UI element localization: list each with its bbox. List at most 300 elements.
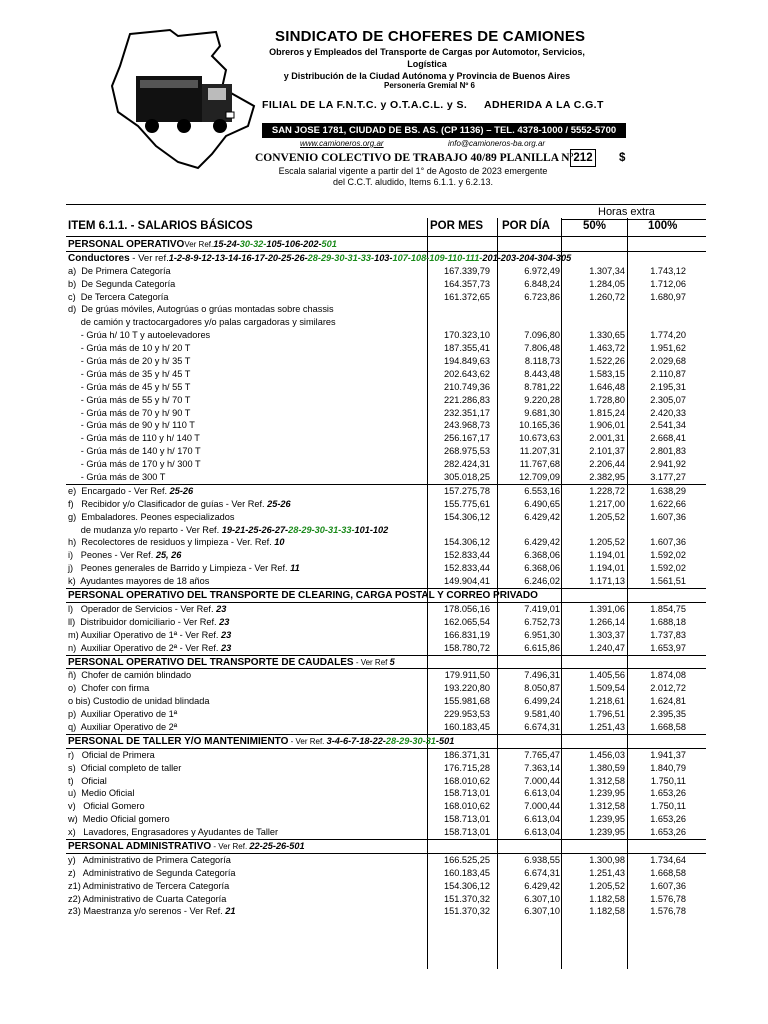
section-title: Conductores — [68, 252, 130, 264]
table-row — [66, 826, 706, 840]
table-row — [66, 265, 706, 278]
subtitle-line-2: y Distribución de la Ciudad Autónoma y Provincia de Buenos Aires — [283, 71, 571, 81]
reference-numbers: 19-21-25-26-27- — [221, 524, 289, 535]
value-50: 1.728,80 — [589, 394, 625, 405]
row-text: - Grúa más de 110 y h/ 140 T — [68, 433, 200, 444]
value-100: 2.012,72 — [650, 683, 686, 694]
row-description — [68, 562, 300, 575]
value-por-mes: 256.167,17 — [444, 433, 490, 444]
union-subtitle — [262, 46, 592, 82]
value-por-dia: 7.806,48 — [524, 343, 560, 354]
row-text: o bis) Custodio de unidad blindada — [68, 696, 210, 707]
table-row — [66, 498, 706, 511]
reference-numbers: 3-4-6-7-18-22- — [326, 735, 386, 746]
value-100: 2.420,33 — [650, 407, 686, 418]
value-100: 1.680,97 — [650, 291, 686, 302]
horas-extra-header: Horas extra — [598, 206, 655, 218]
value-por-mes: 305.018,25 — [444, 472, 490, 483]
row-description — [68, 826, 278, 839]
row-description — [68, 669, 191, 682]
row-text: - Grúa más de 70 y h/ 90 T — [68, 407, 191, 418]
row-description — [68, 394, 190, 407]
row-description — [68, 549, 181, 562]
table-row — [66, 682, 706, 695]
table-row — [66, 800, 706, 813]
row-description — [68, 498, 291, 511]
value-50: 1.906,01 — [589, 420, 625, 431]
value-por-dia: 6.368,06 — [524, 550, 560, 561]
value-50: 2.206,44 — [589, 459, 625, 470]
row-description — [68, 813, 170, 826]
table-row — [66, 485, 706, 498]
value-50: 1.239,95 — [589, 827, 625, 838]
reference-numbers: 30-32- — [239, 239, 267, 249]
section-title: PERSONAL OPERATIVO — [68, 239, 185, 250]
row-description — [68, 355, 190, 368]
value-por-mes: 152.833,44 — [444, 563, 490, 574]
table-row — [66, 749, 706, 762]
row-description — [68, 880, 229, 893]
value-100: 2.305,07 — [650, 394, 686, 405]
section-ref-label: - Ver Ref. — [211, 841, 250, 851]
value-100: 1.592,02 — [650, 550, 686, 561]
escala-line-1: Escala salarial vigente a partir del 1° de Agosto de 2023 emergente — [278, 166, 548, 176]
value-50: 1.205,52 — [589, 537, 625, 548]
row-text: - Grúa más de 35 y h/ 45 T — [68, 368, 191, 379]
value-50: 1.522,26 — [589, 356, 625, 367]
row-text: d) De grúas móviles, Autogrúas o grúas montadas sobre chassis — [68, 304, 334, 315]
reference-numbers: 23 — [219, 616, 230, 627]
row-text: ñ) Chofer de camión blindado — [68, 670, 192, 681]
section-row — [66, 735, 706, 749]
value-100: 2.801,83 — [650, 446, 686, 457]
table-row — [66, 880, 706, 893]
row-text: de mudanza y/o reparto - Ver Ref. — [68, 524, 222, 535]
value-por-dia: 6.613,04 — [524, 827, 560, 838]
table-row — [66, 562, 706, 575]
section-title: PERSONAL DE TALLER Y/O MANTENIMIENTO — [68, 735, 289, 747]
value-por-dia: 6.674,31 — [524, 867, 560, 878]
convenio-title: CONVENIO COLECTIVO DE TRABAJO 40/89 PLANILLA Nº — [255, 152, 574, 164]
value-por-mes: 187.355,41 — [444, 343, 490, 354]
value-por-mes: 166.831,19 — [444, 629, 490, 640]
row-description — [68, 603, 226, 616]
row-text: - Grúa más de 140 y h/ 170 T — [68, 446, 201, 457]
value-por-mes: 155.775,61 — [444, 498, 490, 509]
value-por-dia: 7.496,31 — [524, 670, 560, 681]
value-100: 2.541,34 — [650, 420, 686, 431]
section-row — [66, 656, 706, 670]
table-row — [66, 511, 706, 524]
value-por-mes: 268.975,53 — [444, 446, 490, 457]
value-por-mes: 221.286,83 — [444, 394, 490, 405]
section-ref-label: - Ver ref. — [129, 252, 169, 264]
value-100: 1.712,06 — [650, 278, 686, 289]
row-text: i) Peones - Ver Ref. — [68, 550, 156, 561]
row-text: m) Auxiliar Operativo de 1ª - Ver Ref. — [68, 629, 222, 640]
adherida-text: ADHERIDA A LA C.G.T — [484, 99, 604, 111]
value-50: 1.312,58 — [589, 801, 625, 812]
value-por-dia: 6.429,42 — [524, 880, 560, 891]
value-100: 2.941,92 — [650, 459, 686, 470]
table-row — [66, 381, 706, 394]
reference-numbers: 25-26 — [267, 498, 291, 509]
currency-symbol: $ — [619, 152, 626, 164]
row-description — [68, 316, 336, 329]
row-description — [68, 787, 134, 800]
value-por-mes: 186.371,31 — [444, 749, 490, 760]
value-100: 1.840,79 — [650, 762, 686, 773]
value-por-dia: 7.419,01 — [524, 603, 560, 614]
col-por-dia: POR DÍA — [502, 220, 550, 232]
row-text: a) De Primera Categoría — [68, 265, 171, 276]
row-text: g) Embaladores. Peones especializados — [68, 511, 235, 522]
value-100: 1.576,78 — [650, 906, 686, 917]
row-description — [68, 265, 171, 278]
value-por-dia: 11.207,31 — [519, 446, 560, 457]
value-por-dia: 9.681,30 — [524, 407, 560, 418]
reference-numbers: 103- — [374, 252, 393, 263]
value-50: 1.463,72 — [589, 343, 625, 354]
row-text: h) Recolectores de residuos y limpieza - Ver. Ref. — [68, 537, 275, 548]
row-description — [68, 458, 201, 471]
table-row — [66, 867, 706, 880]
value-50: 1.405,56 — [589, 670, 625, 681]
value-por-mes: 194.849,63 — [444, 356, 490, 367]
value-50: 1.380,59 — [589, 762, 625, 773]
reference-numbers: 10 — [274, 537, 285, 548]
table-header-rule — [66, 236, 706, 237]
row-text: - Grúa más de 90 y h/ 110 T — [68, 420, 195, 431]
row-text: o) Chofer con firma — [68, 683, 150, 694]
value-100: 1.774,20 — [650, 330, 686, 341]
value-100: 1.561,51 — [650, 576, 686, 587]
value-por-mes: 232.351,17 — [444, 407, 490, 418]
row-description — [68, 616, 229, 629]
table-header-row — [66, 220, 706, 235]
row-text: - Grúa más de 55 y h/ 70 T — [68, 394, 191, 405]
row-text: e) Encargado - Ver Ref. — [68, 485, 170, 496]
value-por-dia: 7.096,80 — [524, 330, 560, 341]
value-por-dia: 10.673,63 — [519, 433, 560, 444]
value-100: 1.653,26 — [650, 814, 686, 825]
table-row — [66, 669, 706, 682]
value-por-mes: 202.643,62 — [444, 368, 490, 379]
row-description — [68, 708, 177, 721]
row-text: - Grúa más de 45 y h/ 55 T — [68, 381, 191, 392]
value-50: 2.001,31 — [589, 433, 625, 444]
row-text: - Grúa h/ 10 T y autoelevadores — [68, 330, 211, 341]
value-por-dia: 6.848,24 — [524, 278, 560, 289]
section-ref-label: Ver Ref. — [184, 240, 214, 249]
value-por-mes: 179.911,50 — [444, 670, 490, 681]
row-text: b) De Segunda Categoría — [68, 278, 176, 289]
row-description — [68, 303, 334, 316]
row-description — [68, 762, 181, 775]
value-100: 3.177,27 — [650, 472, 686, 483]
table-row — [66, 603, 706, 616]
value-por-mes: 154.306,12 — [444, 537, 490, 548]
value-100: 1.941,37 — [650, 749, 686, 760]
row-text: v) Oficial Gomero — [68, 801, 145, 812]
value-50: 1.240,47 — [589, 642, 625, 653]
table-row — [66, 642, 706, 656]
escala-note — [258, 166, 568, 188]
value-por-mes: 158.713,01 — [444, 788, 490, 799]
value-por-mes: 282.424,31 — [444, 459, 490, 470]
table-row — [66, 394, 706, 407]
reference-numbers: 201-203-204-304-305 — [482, 252, 572, 263]
table-row — [66, 775, 706, 788]
row-description — [68, 695, 210, 708]
website-link[interactable]: www.camioneros.org.ar — [300, 139, 384, 148]
table-row — [66, 762, 706, 775]
value-50: 1.205,52 — [589, 880, 625, 891]
row-description — [68, 656, 395, 670]
value-por-mes: 176.715,28 — [444, 762, 490, 773]
section-title: PERSONAL OPERATIVO DEL TRANSPORTE DE CLEARING, CARGA POSTAL Y CORREO PRIVADO — [68, 590, 538, 602]
row-text: r) Oficial de Primera — [68, 749, 155, 760]
table-row — [66, 787, 706, 800]
value-por-mes: 166.525,25 — [444, 854, 490, 865]
row-description — [68, 867, 236, 880]
value-por-dia: 6.553,16 — [524, 485, 560, 496]
value-por-mes: 158.780,72 — [444, 642, 490, 653]
value-por-dia: 6.951,30 — [524, 629, 560, 640]
value-por-dia: 6.307,10 — [524, 893, 560, 904]
value-por-mes: 170.323,10 — [444, 330, 490, 341]
col-por-mes: POR MES — [430, 220, 484, 232]
value-por-dia: 10.165,36 — [519, 420, 560, 431]
row-description — [68, 432, 200, 445]
value-100: 1.624,81 — [650, 696, 686, 707]
value-100: 1.576,78 — [650, 893, 686, 904]
row-description — [68, 511, 235, 524]
reference-numbers: 23 — [216, 603, 227, 614]
value-por-mes: 193.220,80 — [444, 683, 490, 694]
item-title: ITEM 6.1.1. - SALARIOS BÁSICOS — [68, 220, 253, 232]
value-50: 1.456,03 — [589, 749, 625, 760]
value-por-mes: 164.357,73 — [444, 278, 490, 289]
reference-numbers: 23 — [221, 629, 232, 640]
row-description — [68, 278, 175, 291]
value-100: 1.607,36 — [650, 511, 686, 522]
reference-numbers: 15-24- — [213, 239, 240, 249]
value-50: 1.815,24 — [589, 407, 625, 418]
value-100: 1.737,83 — [650, 629, 686, 640]
value-por-mes: 151.370,32 — [444, 893, 490, 904]
row-description — [68, 854, 231, 867]
table-row — [66, 342, 706, 355]
value-por-mes: 210.749,36 — [444, 381, 490, 392]
section-title: PERSONAL OPERATIVO DEL TRANSPORTE DE CAUDALES — [68, 656, 354, 668]
table-row — [66, 368, 706, 381]
row-text: z3) Maestranza y/o serenos - Ver Ref. — [68, 906, 226, 917]
value-50: 1.284,05 — [589, 278, 625, 289]
row-text: de camión y tractocargadores y/o palas cargadoras y similares — [68, 317, 336, 328]
value-100: 1.592,02 — [650, 563, 686, 574]
value-por-dia: 8.050,87 — [524, 683, 560, 694]
value-por-dia: 6.938,55 — [524, 854, 560, 865]
table-row — [66, 278, 706, 291]
value-por-mes: 155.981,68 — [444, 696, 490, 707]
reference-numbers: 25, 26 — [155, 550, 182, 561]
value-50: 1.239,95 — [589, 788, 625, 799]
value-100: 1.874,08 — [650, 670, 686, 681]
value-50: 1.509,54 — [589, 683, 625, 694]
col-50: 50% — [583, 220, 607, 232]
value-100: 1.622,66 — [650, 498, 686, 509]
table-row — [66, 629, 706, 642]
value-por-dia: 6.674,31 — [524, 721, 560, 732]
value-por-dia: 6.499,24 — [524, 696, 560, 707]
value-100: 2.395,35 — [650, 709, 686, 720]
value-100: 1.854,75 — [650, 603, 686, 614]
table-row — [66, 329, 706, 342]
value-50: 1.171,13 — [589, 576, 625, 587]
table-row — [66, 458, 706, 471]
row-text: z) Administrativo de Segunda Categoría — [68, 867, 236, 878]
section-row — [66, 589, 706, 603]
value-por-dia: 6.613,04 — [524, 788, 560, 799]
row-text: - Grúa más de 20 y h/ 35 T — [68, 356, 191, 367]
value-por-mes: 168.010,62 — [444, 801, 490, 812]
value-por-mes: 154.306,12 — [444, 880, 490, 891]
reference-numbers: 107-108-109-110-111- — [392, 252, 483, 263]
value-por-mes: 158.713,01 — [444, 814, 490, 825]
value-50: 1.239,95 — [589, 814, 625, 825]
section-ref-label: - Ver Ref. — [288, 736, 327, 746]
table-row — [66, 471, 706, 485]
value-por-dia: 6.723,86 — [524, 291, 560, 302]
value-por-mes: 161.372,65 — [444, 291, 490, 302]
value-50: 1.217,00 — [589, 498, 625, 509]
reference-numbers: 21 — [225, 906, 236, 917]
value-100: 1.668,58 — [650, 867, 686, 878]
value-por-dia: 6.972,49 — [524, 265, 560, 276]
row-description — [68, 735, 454, 749]
value-100: 1.743,12 — [650, 265, 686, 276]
reference-numbers: -501 — [435, 735, 455, 746]
row-description — [68, 893, 226, 906]
row-text: y) Administrativo de Primera Categoría — [68, 854, 231, 865]
table-row — [66, 575, 706, 589]
row-description — [68, 381, 190, 394]
escala-line-2: del C.C.T. aludido, Items 6.1.1. y 6.2.13. — [332, 177, 494, 187]
row-description — [68, 775, 107, 788]
row-description — [68, 840, 305, 854]
email-link[interactable]: info@camioneros-ba.org.ar — [448, 139, 546, 148]
value-por-mes: 178.056,16 — [444, 603, 490, 614]
value-por-dia: 7.000,44 — [524, 801, 560, 812]
row-text: j) Peones generales de Barrido y Limpieza - Ver Ref. — [68, 563, 291, 574]
value-por-mes: 229.953,53 — [444, 709, 490, 720]
table-row — [66, 695, 706, 708]
row-description — [68, 905, 236, 918]
section-row — [66, 524, 706, 537]
row-text: - Grúa más de 300 T — [68, 472, 166, 483]
row-text: x) Lavadores, Engrasadores y Ayudantes de Taller — [68, 827, 279, 838]
value-50: 1.218,61 — [589, 696, 625, 707]
row-text: n) Auxiliar Operativo de 2ª - Ver Ref. — [68, 642, 222, 653]
value-por-dia: 11.767,68 — [519, 459, 560, 470]
value-100: 1.951,62 — [650, 343, 686, 354]
table-row — [66, 813, 706, 826]
reference-numbers: 11 — [290, 563, 300, 574]
value-por-mes: 157.275,78 — [444, 485, 490, 496]
row-description — [68, 589, 538, 603]
row-text: t) Oficial — [68, 775, 107, 786]
row-description — [68, 749, 155, 762]
table-row — [66, 536, 706, 549]
value-por-dia: 12.709,09 — [519, 472, 560, 483]
value-por-dia: 6.246,02 — [524, 576, 560, 587]
table-row — [66, 355, 706, 368]
value-por-dia: 8.443,48 — [524, 368, 560, 379]
value-100: 1.653,97 — [650, 642, 686, 653]
value-por-mes: 160.183,45 — [444, 867, 490, 878]
value-100: 2.195,31 — [650, 381, 686, 392]
value-50: 1.646,48 — [589, 381, 625, 392]
row-text: f) Recibidor y/o Clasificador de guías - Ver Ref. — [68, 498, 268, 509]
value-50: 2.101,37 — [589, 446, 625, 457]
table-row — [66, 419, 706, 432]
reference-numbers: 105-106-202- — [266, 239, 322, 249]
section-row — [66, 840, 706, 854]
table-row — [66, 854, 706, 867]
row-description — [68, 485, 193, 498]
table-row — [66, 905, 706, 918]
value-50: 1.228,72 — [589, 485, 625, 496]
value-50: 1.307,34 — [589, 265, 625, 276]
value-100: 2.110,87 — [650, 368, 686, 379]
value-100: 2.029,68 — [650, 356, 686, 367]
reference-numbers: 5 — [389, 656, 395, 667]
section-ref-label: - Ver Ref — [353, 657, 390, 667]
table-row — [66, 291, 706, 304]
value-por-dia: 6.613,04 — [524, 814, 560, 825]
value-50: 1.182,58 — [589, 893, 625, 904]
table-top-rule — [66, 204, 706, 205]
reference-numbers: 22-25-26-501 — [249, 840, 305, 851]
section-row — [66, 238, 706, 252]
row-text: - Grúa más de 10 y h/ 20 T — [68, 343, 191, 354]
value-50: 1.300,98 — [589, 854, 625, 865]
reference-numbers: 101-102 — [354, 524, 389, 535]
value-por-mes: 152.833,44 — [444, 550, 490, 561]
value-50: 1.194,01 — [589, 550, 625, 561]
row-text: ll) Distribuidor domiciliario - Ver Ref. — [68, 616, 220, 627]
row-description — [68, 721, 177, 734]
union-title: SINDICATO DE CHOFERES DE CAMIONES — [275, 28, 586, 45]
row-description — [68, 238, 337, 252]
table-row — [66, 432, 706, 445]
value-100: 1.653,26 — [650, 827, 686, 838]
personeria-gremial: Personería Gremial Nº 6 — [384, 81, 475, 90]
row-description — [68, 445, 201, 458]
table-row — [66, 303, 706, 316]
reference-numbers: 28-29-30-31 — [385, 735, 436, 746]
value-50: 2.382,95 — [589, 472, 625, 483]
row-description — [68, 536, 285, 549]
row-description — [68, 407, 190, 420]
value-100: 1.750,11 — [650, 775, 686, 786]
value-por-mes: 158.713,01 — [444, 827, 490, 838]
value-50: 1.391,06 — [589, 603, 625, 614]
row-text: s) Oficial completo de taller — [68, 762, 182, 773]
row-description — [68, 329, 210, 342]
value-por-dia: 6.752,73 — [524, 616, 560, 627]
